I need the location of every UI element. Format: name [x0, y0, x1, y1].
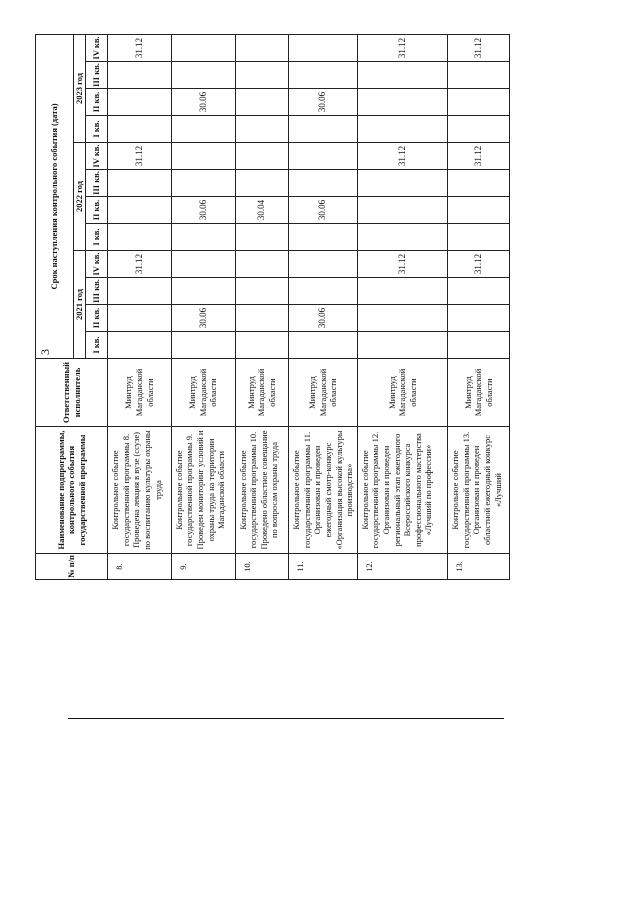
deadline-cell: 31.12 [357, 34, 448, 61]
deadline-cell [235, 89, 288, 116]
deadline-cell [108, 170, 172, 197]
deadline-cell [108, 197, 172, 224]
row-number: 9. [171, 554, 235, 580]
header-quarter: II кв. [86, 197, 108, 224]
event-name: Контрольное событие государственной программы 8. Проведена лекция в вузе (ссузе) по воспитанию культуры охраны труда [108, 427, 172, 554]
deadline-cell [289, 251, 358, 278]
deadline-cell [171, 224, 235, 251]
deadline-cell: 30.04 [235, 197, 288, 224]
deadline-cell: 31.12 [108, 251, 172, 278]
table-row [357, 34, 448, 579]
deadline-cell [235, 224, 288, 251]
table-row [448, 34, 510, 579]
deadline-cell: 31.12 [448, 143, 510, 170]
deadline-cell [171, 34, 235, 61]
deadline-cell [235, 332, 288, 359]
deadline-cell [108, 332, 172, 359]
row-number: 12. [357, 554, 448, 580]
deadline-cell [448, 62, 510, 89]
deadline-cell [108, 89, 172, 116]
deadline-cell [171, 116, 235, 143]
responsible-executor: Минтруд Магаданской области [357, 359, 448, 427]
deadline-cell [171, 170, 235, 197]
deadline-cell: 30.06 [289, 197, 358, 224]
deadline-cell: 31.12 [448, 251, 510, 278]
responsible-executor: Минтруд Магаданской области [289, 359, 358, 427]
deadline-cell [357, 116, 448, 143]
deadline-cell [357, 278, 448, 305]
deadline-cell: 31.12 [448, 34, 510, 61]
header-num: № п/п [36, 554, 108, 580]
deadline-cell [235, 251, 288, 278]
table-row [108, 34, 172, 579]
deadline-cell [108, 116, 172, 143]
deadline-cell [448, 305, 510, 332]
header-quarter: IV кв. [86, 34, 108, 61]
page-number: 3 [38, 349, 52, 355]
deadline-cell [357, 170, 448, 197]
footnote-rule [68, 718, 504, 719]
deadline-cell [448, 116, 510, 143]
deadline-cell [171, 143, 235, 170]
header-quarter: I кв. [86, 332, 108, 359]
deadline-cell [357, 305, 448, 332]
responsible-executor: Минтруд Магаданской области [108, 359, 172, 427]
header-year-2023: 2023 год [74, 34, 86, 142]
control-events-table [35, 34, 510, 580]
deadline-cell [235, 170, 288, 197]
table-row [171, 34, 235, 579]
deadline-cell: 30.06 [289, 89, 358, 116]
event-name: Контрольное событие государственной программы 10. Проведено областное совещание по вопросам охраны труда [235, 427, 288, 554]
deadline-cell [235, 62, 288, 89]
deadline-cell [289, 116, 358, 143]
header-quarter: II кв. [86, 89, 108, 116]
responsible-executor: Минтруд Магаданской области [171, 359, 235, 427]
deadline-cell [235, 143, 288, 170]
deadline-cell [108, 278, 172, 305]
deadline-cell [171, 62, 235, 89]
deadline-cell [289, 62, 358, 89]
deadline-cell [235, 305, 288, 332]
row-number: 8. [108, 554, 172, 580]
deadline-cell: 30.06 [171, 305, 235, 332]
deadline-cell [357, 224, 448, 251]
responsible-executor: Минтруд Магаданской области [235, 359, 288, 427]
deadline-cell: 31.12 [108, 143, 172, 170]
row-number: 10. [235, 554, 288, 580]
deadline-cell [108, 305, 172, 332]
deadline-cell [171, 251, 235, 278]
header-year-2022: 2022 год [74, 143, 86, 251]
event-name: Контрольное событие государственной программы 9. Проведен мониторинг условий и охраны труда на территории Магаданской области [171, 427, 235, 554]
header-responsible: Ответственный исполнитель [36, 359, 108, 427]
deadline-cell: 30.06 [289, 305, 358, 332]
rotated-table-wrapper [35, 35, 510, 580]
deadline-cell [357, 332, 448, 359]
header-quarter: IV кв. [86, 143, 108, 170]
event-name: Контрольное событие государственной программы 12. Организован и проведен региональный этап ежегодного Всероссийского конкурса профессионального мастерства «Лучший по профессии» [357, 427, 448, 554]
deadline-cell [448, 197, 510, 224]
header-quarter: IV кв. [86, 251, 108, 278]
deadline-cell [108, 224, 172, 251]
deadline-cell [448, 170, 510, 197]
header-deadline: Срок наступления контрольного события (дата) [36, 34, 74, 358]
row-number: 13. [448, 554, 510, 580]
deadline-cell [289, 34, 358, 61]
deadline-cell [235, 116, 288, 143]
responsible-executor: Минтруд Магаданской области [448, 359, 510, 427]
deadline-cell [108, 62, 172, 89]
deadline-cell [289, 170, 358, 197]
deadline-cell: 31.12 [357, 143, 448, 170]
table-body [108, 34, 510, 579]
deadline-cell [448, 278, 510, 305]
deadline-cell [171, 278, 235, 305]
deadline-cell [289, 332, 358, 359]
table-row [235, 34, 288, 579]
deadline-cell [448, 89, 510, 116]
row-number: 11. [289, 554, 358, 580]
deadline-cell [235, 278, 288, 305]
header-quarter: III кв. [86, 170, 108, 197]
deadline-cell: 31.12 [108, 34, 172, 61]
deadline-cell [171, 332, 235, 359]
header-name: Наименование подпрограммы, контрольного события государственной программы [36, 427, 108, 554]
deadline-cell [357, 197, 448, 224]
deadline-cell: 30.06 [171, 197, 235, 224]
deadline-cell [289, 143, 358, 170]
deadline-cell [235, 34, 288, 61]
header-quarter: III кв. [86, 278, 108, 305]
event-name: Контрольное событие государственной программы 13. Организован и проведен областной ежегодный конкурс «Лучший [448, 427, 510, 554]
deadline-cell [448, 332, 510, 359]
deadline-cell: 31.12 [357, 251, 448, 278]
event-name: Контрольное событие государственной программы 11. Организован и проведен ежегодный смотр-конкурс «Организация высокой культуры производства» [289, 427, 358, 554]
header-quarter: I кв. [86, 116, 108, 143]
header-quarter: I кв. [86, 224, 108, 251]
header-quarter: III кв. [86, 62, 108, 89]
header-year-2021: 2021 год [74, 251, 86, 359]
deadline-cell [357, 89, 448, 116]
deadline-cell [289, 224, 358, 251]
deadline-cell [289, 278, 358, 305]
deadline-cell [357, 62, 448, 89]
deadline-cell [448, 224, 510, 251]
deadline-cell: 30.06 [171, 89, 235, 116]
table-row [289, 34, 358, 579]
header-quarter: II кв. [86, 305, 108, 332]
